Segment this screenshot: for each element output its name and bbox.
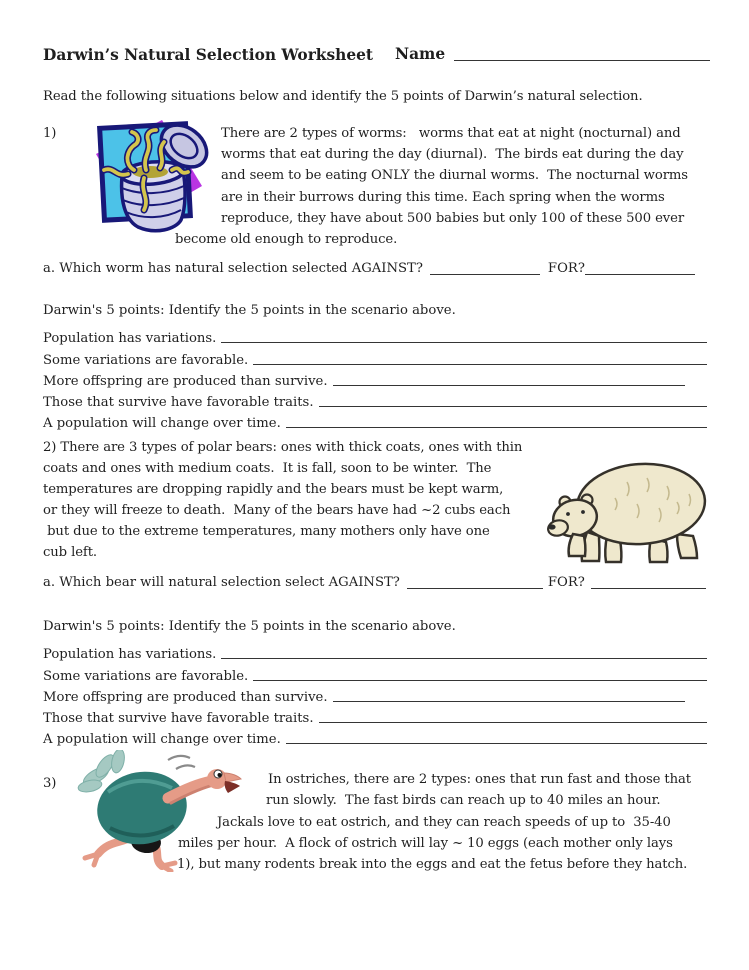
points-row (43, 346, 707, 367)
paragraph-line: reproduce, they have about 500 babies but only 100 of these 500 ever (221, 211, 685, 226)
answer-line (319, 406, 707, 407)
question-2a (43, 574, 706, 591)
points-row (43, 726, 707, 747)
answer-line (253, 680, 707, 681)
points-row (43, 684, 707, 705)
points-heading: Darwin's 5 points: Identify the 5 points in the scenario above. (43, 619, 456, 634)
paragraph-line: and seem to be eating ONLY the diurnal worms. The nocturnal worms (221, 168, 688, 183)
upper-beak (224, 773, 241, 782)
answer-line (221, 658, 707, 659)
for-label: FOR? (547, 575, 585, 590)
points-row (43, 389, 707, 410)
point-label: Those that survive have favorable traits. (43, 711, 314, 727)
bear-eye (581, 510, 585, 514)
name-field-row (395, 46, 710, 62)
points-row (43, 410, 707, 431)
points-heading: Darwin's 5 points: Identify the 5 points in the scenario above. (43, 303, 456, 318)
bear-eye (566, 512, 570, 516)
section3-number: 3) (43, 776, 57, 791)
paragraph-line: but due to the extreme temperatures, many mothers only have one (43, 524, 490, 539)
point-label: Those that survive have favorable traits. (43, 395, 314, 411)
question-text: a. Which bear will natural selection select AGAINST? (43, 575, 400, 590)
answer-line (333, 385, 685, 386)
paragraph-line: become old enough to reproduce. (175, 232, 398, 247)
point-label: Some variations are favorable. (43, 352, 249, 368)
question-text: a. Which worm has natural selection selected AGAINST? (43, 261, 423, 276)
ostrich-pupil (218, 773, 222, 777)
answer-blank-for (585, 260, 695, 275)
question-1a (43, 260, 695, 277)
points-row (43, 705, 707, 726)
answer-line (286, 427, 707, 428)
point-label: Some variations are favorable. (43, 668, 249, 684)
name-answer-line (454, 46, 710, 61)
paragraph-line: There are 2 types of worms: worms that eat at night (nocturnal) and (221, 126, 681, 141)
points-row (43, 325, 707, 346)
paragraph-line: coats and ones with medium coats. It is fall, soon to be winter. The (43, 461, 492, 476)
darwins-points-block-2 (43, 618, 707, 747)
bear-nose (548, 524, 555, 529)
motion-lines (168, 756, 195, 769)
name-label: Name (395, 45, 446, 63)
paragraph-line: temperatures are dropping rapidly and the bears must be kept warm, (43, 482, 504, 497)
answer-line (319, 722, 707, 723)
worms-in-can-clipart (86, 114, 218, 240)
for-label: FOR? (547, 261, 585, 276)
answer-blank-against (430, 260, 540, 275)
page-title: Darwin’s Natural Selection Worksheet (43, 46, 374, 64)
point-label: A population will change over time. (43, 732, 281, 748)
paragraph-line: run slowly. The fast birds can reach up to 40 miles an hour. (266, 793, 661, 808)
point-label: A population will change over time. (43, 416, 281, 432)
answer-line (221, 342, 707, 343)
darwins-points-block-1 (43, 302, 707, 431)
bear-front-paw (569, 534, 586, 556)
answer-line (253, 364, 707, 365)
points-row (43, 641, 707, 662)
paragraph-line: Jackals love to eat ostrich, and they can reach speeds of up to 35-40 (217, 815, 671, 830)
answer-blank-against (407, 574, 543, 589)
point-label: Population has variations. (43, 647, 217, 663)
intro-text: Read the following situations below and identify the 5 points of Darwin’s natural selection. (43, 89, 643, 104)
polar-bear-clipart (543, 446, 719, 570)
points-row (43, 368, 707, 389)
section1-number: 1) (43, 126, 57, 141)
ostrich-clipart (50, 750, 242, 872)
paragraph-line: 1), but many rodents break into the eggs and eat the fetus before they hatch. (177, 857, 688, 872)
points-row (43, 662, 707, 683)
paragraph-line: worms that eat during the day (diurnal). The birds eat during the day (221, 147, 684, 162)
answer-line (286, 743, 707, 744)
paragraph-line: 2) There are 3 types of polar bears: ones with thick coats, ones with thin (43, 440, 523, 455)
paragraph-line: or they will freeze to death. Many of the bears have had ~2 cubs each (43, 503, 511, 518)
point-label: More offspring are produced than survive. (43, 373, 328, 389)
paragraph-line: are in their burrows during this time. Each spring when the worms (221, 190, 665, 205)
paragraph-line: In ostriches, there are 2 types: ones that run fast and those that (268, 772, 691, 787)
answer-blank-for (591, 574, 706, 589)
paragraph-line: miles per hour. A flock of ostrich will lay ~ 10 eggs (each mother only lays (178, 836, 673, 851)
open-mouth (225, 781, 240, 793)
point-label: Population has variations. (43, 331, 217, 347)
answer-line (333, 701, 685, 702)
point-label: More offspring are produced than survive. (43, 689, 328, 705)
paragraph-line: cub left. (43, 545, 98, 560)
